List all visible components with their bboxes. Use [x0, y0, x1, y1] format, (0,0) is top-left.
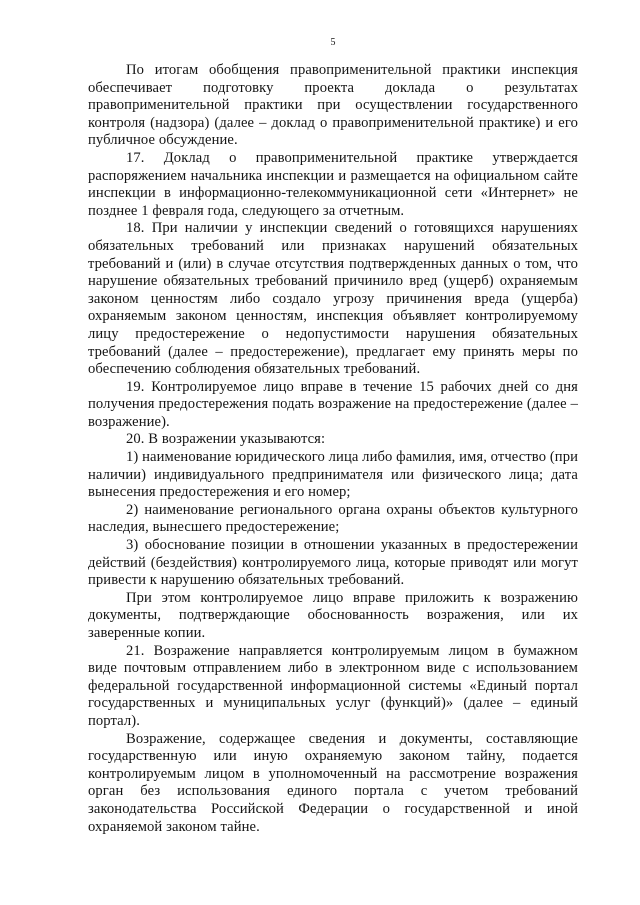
paragraph-secret-info: Возражение, содержащее сведения и документы, составляющие государственную или иную охраняемую законом тайну, подается контролируемым лицом в уполномоченный на рассмотрение возражения орган без использования единого портала с учетом требований законодательства Российской Федерации о государственной и иной охраняемой законом тайне. [88, 730, 578, 835]
paragraph-summary: По итогам обобщения правоприменительной практики инспекция обеспечивает подготовку проекта доклада о результатах правоприменительной практики при осуществлении государственного контроля (надзора) (далее – доклад о правоприменительной практике) и его публичное обсуждение. [88, 62, 578, 149]
paragraph-20-item-1: 1) наименование юридического лица либо фамилия, имя, отчество (при наличии) индивидуального предпринимателя или физического лица; дата вынесения предостережения и его номер; [88, 449, 579, 501]
paragraph-attachments: При этом контролируемое лицо вправе приложить к возражению документы, подтверждающие обоснованность возражения, или их заверенные копии. [88, 589, 578, 641]
paragraph-20: 20. В возражении указываются: [126, 431, 326, 448]
paragraph-21: 21. Возражение направляется контролируемым лицом в бумажном виде почтовым отправлением либо в электронном виде с использованием федеральной государственной информационной системы «Единый портал государственных и муниципальных услуг (функций)» (далее – единый портал). [88, 642, 578, 729]
paragraph-17: 17. Доклад о правоприменительной практике утверждается распоряжением начальника инспекции и размещается на официальном сайте инспекции в информационно-телекоммуникационной сети «Интернет» не позднее 1 февраля года, следующего за отчетным. [88, 149, 578, 219]
paragraph-19: 19. Контролируемое лицо вправе в течение 15 рабочих дней со дня получения предостережения подать возражение на предостережение (далее – возражение). [88, 378, 578, 430]
paragraph-20-item-3: 3) обоснование позиции в отношении указанных в предостережении действий (бездействия) контролируемого лица, которые приводят или могут привести к нарушению обязательных требований. [88, 537, 578, 589]
paragraph-20-item-2: 2) наименование регионального органа охраны объектов культурного наследия, вынесшего предостережение; [88, 501, 578, 536]
paragraph-18: 18. При наличии у инспекции сведений о готовящихся нарушениях обязательных требований или признаках нарушений обязательных требований и (или) в случае отсутствия подтвержденных данных о том, что нарушение обязательных требований причинило вред (ущерб) охраняемым законом ценностям либо создало угрозу причинения вреда (ущерба) охраняемым законом ценностям, инспекция объявляет контролируемому лицу предостережение о недопустимости нарушения обязательных требований (далее – предостережение), предлагает ему принять меры по обеспечению соблюдения обязательных требований. [88, 220, 578, 378]
page-number: 5 [330, 37, 336, 48]
